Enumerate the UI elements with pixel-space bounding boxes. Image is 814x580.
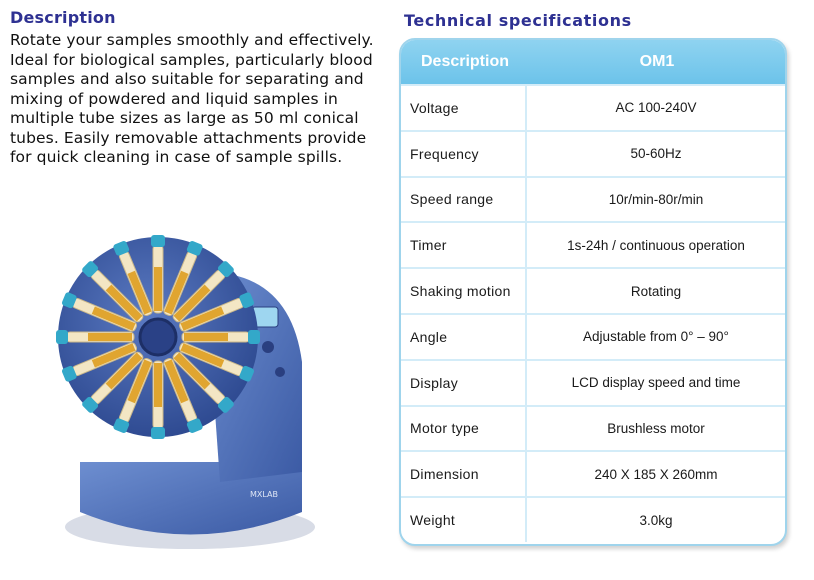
tube [56, 330, 134, 344]
spec-label: Dimension [401, 452, 527, 496]
spec-value: Rotating [630, 283, 682, 299]
spec-value: Brushless motor [607, 420, 705, 436]
spec-table-header [401, 40, 785, 84]
spec-row [401, 313, 785, 359]
spec-label: Motor type [401, 407, 527, 451]
spec-row [401, 130, 785, 176]
spec-row [401, 496, 785, 542]
header-model: OM1 [639, 53, 675, 70]
spec-row [401, 405, 785, 451]
spec-value: 240 X 185 X 260mm [594, 466, 718, 482]
brand-label: MXLAB [250, 490, 278, 499]
spec-row [401, 221, 785, 267]
spec-value: 1s-24h / continuous operation [567, 237, 745, 253]
spec-value: AC 100-240V [615, 100, 697, 116]
tube [151, 235, 165, 313]
spec-label: Timer [401, 223, 527, 267]
spec-value: 3.0kg [639, 512, 673, 528]
spec-label: Angle [401, 315, 527, 359]
description-text: Rotate your samples smoothly and effectively. Ideal for biological samples, particularly blood samples and also suitable for separating and mixing of powdered and liquid samples in multiple tube sizes as large as 50 ml conical tubes. Easily removable attachments provide for quick cleaning in case of sample spills. [10, 31, 374, 166]
header-description: Description [420, 53, 509, 70]
spec-value: 50-60Hz [630, 146, 682, 162]
spec-label: Voltage [401, 86, 527, 130]
spec-row [401, 267, 785, 313]
spec-label: Speed range [401, 178, 527, 222]
spec-label: Weight [401, 498, 527, 542]
spec-heading: Technical specifications [404, 11, 632, 30]
description-heading: Description [10, 8, 116, 27]
spec-row [401, 359, 785, 405]
spec-label: Frequency [401, 132, 527, 176]
tube [182, 330, 260, 344]
spec-value: 10r/min-80r/min [608, 191, 704, 207]
spec-value: Adjustable from 0° – 90° [583, 329, 729, 345]
spec-row [401, 450, 785, 496]
rotator-product-image [40, 212, 340, 562]
spec-table [399, 38, 787, 546]
spec-label: Shaking motion [401, 269, 527, 313]
spec-row [401, 84, 785, 130]
spec-row [401, 176, 785, 222]
spec-value: LCD display speed and time [571, 375, 741, 391]
spec-label: Display [401, 361, 527, 405]
tube [151, 361, 165, 439]
